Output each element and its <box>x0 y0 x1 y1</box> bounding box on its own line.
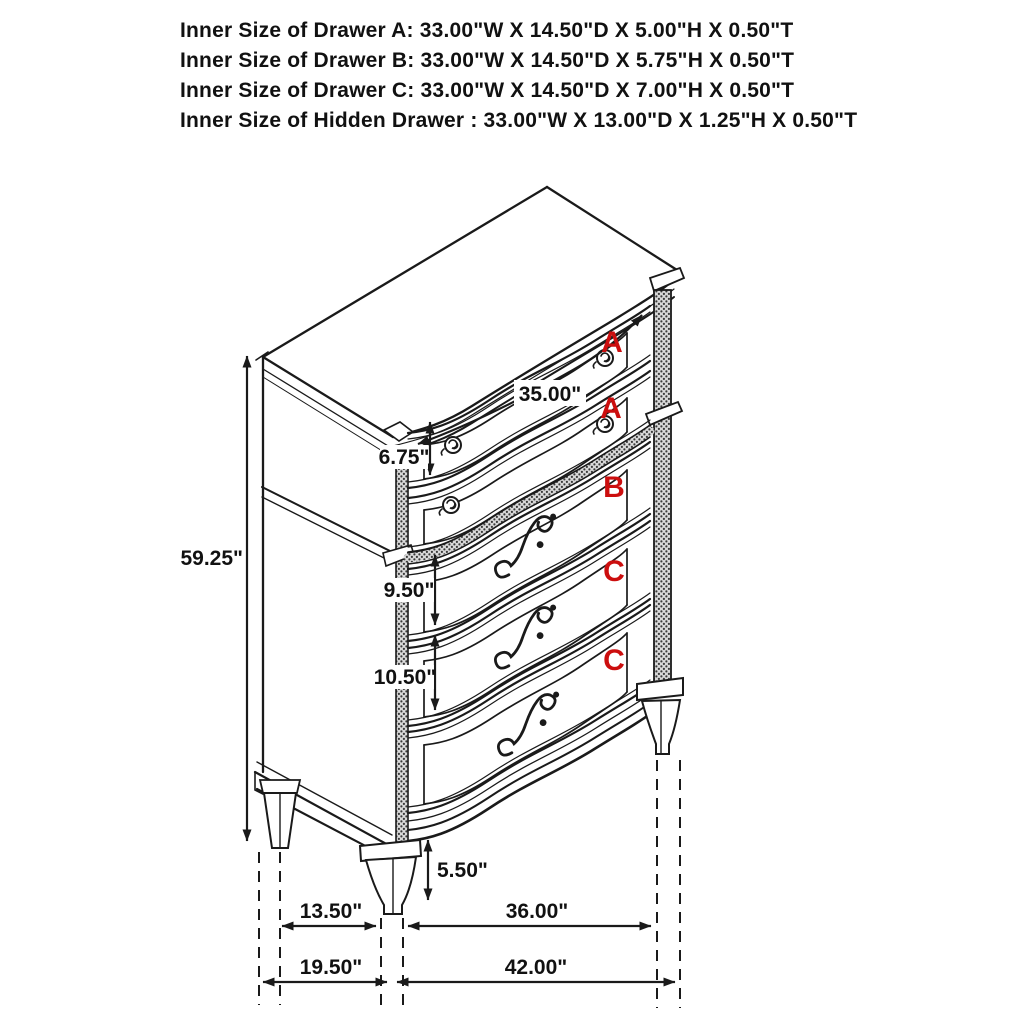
spec-line-hidden-drawer: Inner Size of Hidden Drawer : 33.00"W X 13.00"D X 1.25"H X 0.50"T <box>180 109 858 132</box>
overall-depth-label: 19.50" <box>299 956 363 979</box>
overall-width-label: 42.00" <box>504 956 568 979</box>
drawer-width-label: 35.00" <box>518 383 582 406</box>
front-left-leg <box>360 840 421 914</box>
drawer-c2 <box>408 605 650 813</box>
front-right-leg <box>637 678 683 754</box>
drawer-label-c2: C <box>603 644 625 677</box>
spec-line-drawer-a: Inner Size of Drawer A: 33.00"W X 14.50"D X 5.00"H X 0.50"T <box>180 19 794 42</box>
drawer-a-height-label: 6.75" <box>378 446 430 469</box>
spec-line-drawer-b: Inner Size of Drawer B: 33.00"W X 14.50"D X 5.75"H X 0.50"T <box>180 49 795 72</box>
chest-illustration <box>255 187 684 914</box>
top-depth-label: 13.50" <box>299 900 363 923</box>
drawer-label-a1: A <box>601 326 623 359</box>
back-left-leg <box>260 780 300 848</box>
leg-height-label: 5.50" <box>437 859 488 882</box>
overall-height-label: 59.25" <box>180 547 243 570</box>
knob-drawer-a2-left <box>439 497 459 515</box>
front-corner-cap <box>384 422 413 441</box>
front-right-corner-post <box>646 290 682 686</box>
knob-drawer-a1-left <box>441 437 461 455</box>
top-right-corner-cap <box>650 268 684 291</box>
front-width-label: 36.00" <box>505 900 569 923</box>
drawer-label-c1: C <box>603 555 625 588</box>
drawer-label-a2: A <box>600 392 622 425</box>
drawer-c-height-label: 10.50" <box>373 666 437 689</box>
spec-line-drawer-c: Inner Size of Drawer C: 33.00"W X 14.50"D X 7.00"H X 0.50"T <box>180 79 795 102</box>
drawer-label-b: B <box>603 471 625 504</box>
drawer-b-height-label: 9.50" <box>383 579 435 602</box>
